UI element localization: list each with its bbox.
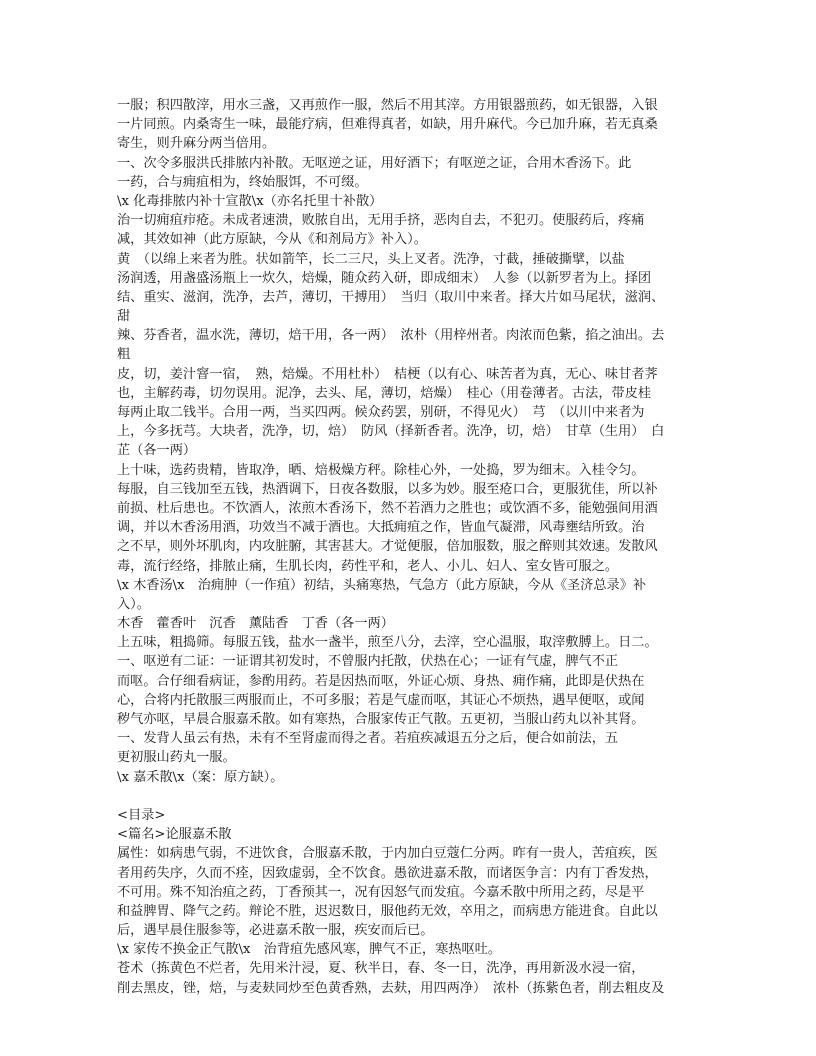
text-line: 之不早，则外坏肌肉，内攻脏腑，其害甚大。才觉便服，倍加服数，服之醉则其效速。发散风 <box>117 539 658 555</box>
text-line: 寄生，则升麻分两当倍用。 <box>117 136 276 152</box>
text-line: 后，遇早晨住服参等，必进嘉禾散一服，疾安而后已。 <box>117 923 434 939</box>
text-line: 一、发背人虽云有热，未有不至肾虚而得之者。若疽疾减退五分之后，便合如前法，五 <box>117 731 619 747</box>
text-line: 粗 <box>117 347 131 363</box>
text-line: \x 化毒排脓内补十宣散\x（亦名托里十补散） <box>117 193 383 209</box>
text-line: 上十味，选药贵精，皆取净，晒、焙极燥方秤。除桂心外，一处捣，罗为细末。入桂令匀。 <box>117 462 645 478</box>
text-line: 治一切痈疽疖疮。未成者速溃，败脓自出，无用手挤，恶肉自去，不犯刃。使服药后，疼痛 <box>117 213 645 229</box>
text-line: 上，今多抚芎。大块者，洗净，切，焙） 防风（择新香者。洗净，切，焙） 甘草（生用） 白 <box>117 424 665 440</box>
text-line: <目录> <box>117 807 166 823</box>
text-line: 苍术（拣黄色不烂者，先用米汁浸，夏、秋半日，春、冬一日，洗净，再用新汲水浸一宿， <box>117 961 645 977</box>
text-line: 每服，自三钱加至五钱，热酒调下，日夜各数服，以多为妙。服至疮口合，更服犹佳，所以补 <box>117 481 658 497</box>
text-line: 结、重实、滋润，洗净，去芦，薄切，干搏用） 当归（取川中来者。择大片如马尾状，滋润、 <box>117 289 665 305</box>
text-line: \x 嘉禾散\x（案：原方缺）。 <box>117 769 284 785</box>
text-line: 黄 （以绵上来者为胜。状如箭竿，长二三尺，头上叉者。洗净，寸截，捶破撕擘，以盐 <box>117 251 625 267</box>
text-line: 入）。 <box>117 596 150 612</box>
text-line: 削去黑皮，锉，焙，与麦麸同炒至色黄香熟，去麸，用四两净） 浓朴（拣紫色者，削去粗皮及 <box>117 980 665 996</box>
text-line: 一、次令多服洪氏排脓内补散。无呕逆之证，用好酒下；有呕逆之证，合用木香汤下。此 <box>117 155 632 171</box>
text-line: 一片同煎。内桑寄生一味，最能疗病，但难得真者，如缺，用升麻代。今已加升麻，若无真桑 <box>117 117 658 133</box>
text-line: 皮，切，姜汁窨一宿， 熟，焙燥。不用杜朴） 桔梗（以有心、味苦者为真，无心、味甘者荠 <box>117 366 658 382</box>
text-line: 调，并以木香汤用酒，功效当不减于酒也。大抵痈疽之作，皆血气凝滞，风毒壅结所致。治 <box>117 520 645 536</box>
text-line: 减，其效如神（此方原缺，今从《和剂局方》补入）。 <box>117 232 427 248</box>
text-line: 和益脾胃、降气之药。辩论不胜，迟迟数日，服他药无效，卒用之，而病患方能进食。自此以 <box>117 903 658 919</box>
text-line: 一服；积四散滓，用水三盏，又再煎作一服，然后不用其滓。方用银器煎药，如无银器，入银 <box>117 98 658 113</box>
text-line: 属性：如病患气弱，不进饮食，合服嘉禾散，于内加白豆蔻仁分两。昨有一贵人，苦疽疾，医 <box>117 846 658 862</box>
text-line: 也，主解药毒，切勿误用。泥净，去头、尾，薄切，焙燥） 桂心（用卷薄者。古法，带皮桂 <box>117 385 652 401</box>
text-line: 一、呕逆有二证：一证谓其初发时，不曾服内托散，伏热在心；一证有气虚，脾气不正 <box>117 654 619 670</box>
text-line: 甜 <box>117 309 131 325</box>
text-line: \x 木香汤\x 治痈肿（一作疽）初结，头痛寒热，气急方（此方原缺，今从《圣济总录》补 <box>117 577 647 593</box>
text-line: 者用药失序，久而不痊，因致虚弱，全不饮食。愚欲进嘉禾散，而诸医争言：内有丁香发热， <box>117 865 658 881</box>
text-block-jiahe-powder-section <box>117 806 700 998</box>
text-line: 上五味，粗捣筛。每服五钱，盐水一盏半，煎至八分，去滓，空心温服，取滓敷膊上。日二。 <box>117 635 658 651</box>
text-line: 前损、杜后患也。不饮酒人，浓煎木香汤下，然不若酒力之胜也；或饮酒不多，能勉强间用酒 <box>117 500 658 516</box>
text-line: 每两止取二钱半。合用一两，当买四两。候众药罢，别研，不得见火） 芎 （以川中来者为 <box>117 405 645 420</box>
text-line: \x 家传不换金正气散\x 治背疽先感风寒，脾气不正，寒热呕吐。 <box>117 942 502 958</box>
text-line: 心，合将内托散服三两服而止，不可多服；若是气虚而呕，其证心不烦热，遇早便呕，或闻 <box>117 692 645 708</box>
text-line: 木香 藿香叶 沉香 薰陆香 丁香（各一两） <box>117 616 394 632</box>
text-line: 汤润透，用盏盛汤瓶上一炊久，焙燥，随众药入研，即成细末） 人参（以新罗者为上。择团 <box>117 270 652 286</box>
text-line: 毒，流行经络，排脓止痛，生肌长肉，药性平和，老人、小儿、妇人、室女皆可服之。 <box>117 558 619 574</box>
text-line: 一药，合与痈疽相为，终始服饵，不可缀。 <box>117 174 368 190</box>
text-line: 秽气亦呕，早晨合服嘉禾散。如有寒热，合服家传正气散。五更初，当服山药丸以补其肾。 <box>117 712 645 727</box>
text-line: 不可用。殊不知治疽之药，丁香预其一，况有因怒气而发疽。今嘉禾散中所用之药，尽是平 <box>117 884 645 900</box>
text-block-herbal-formulas <box>117 96 700 787</box>
text-line: 更初服山药丸一服。 <box>117 750 236 766</box>
text-line: 芷（各一两） <box>117 443 197 459</box>
text-line: 辣、芬香者，温水洗，薄切，焙干用，各一两） 浓朴（用梓州者。肉浓而色紫，掐之油出。去 <box>117 328 665 344</box>
text-line: 而呕。合仔细看病证，参酌用药。若是因热而呕，外证心烦、身热、痈作痛，此即是伏热在 <box>117 673 645 689</box>
paragraph-gap <box>117 787 700 806</box>
document-page <box>117 96 700 998</box>
text-line: <篇名>论服嘉禾散 <box>117 827 232 843</box>
